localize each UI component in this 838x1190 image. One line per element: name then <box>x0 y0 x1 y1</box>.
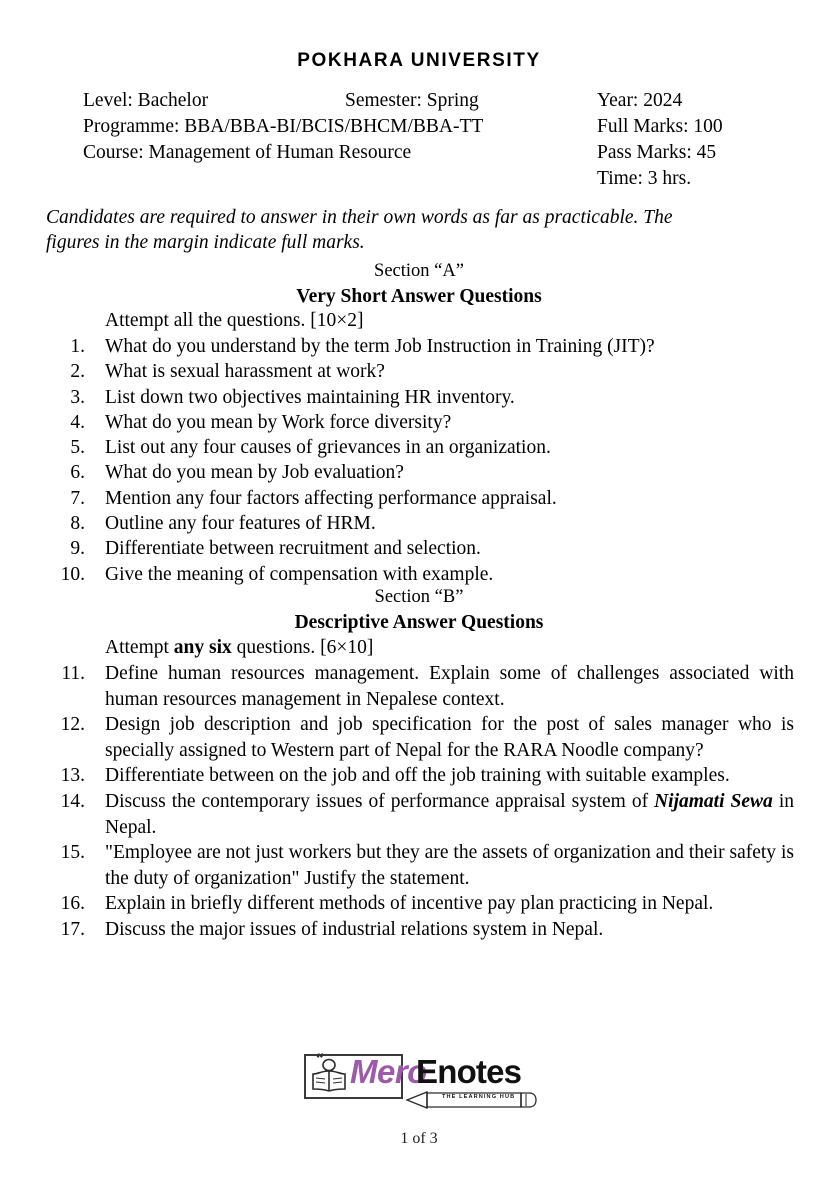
question-text: Explain in briefly different methods of incentive pay plan practicing in Nepal. <box>105 893 714 915</box>
question-number: 16. <box>60 893 85 915</box>
question-number: 10. <box>60 563 85 585</box>
brand-logo <box>0 1052 838 1114</box>
attempt-post: questions. [6×10] <box>231 637 374 658</box>
instruction-line-2: figures in the margin indicate full marks. <box>46 232 365 253</box>
question-row <box>0 763 838 789</box>
question-number: 14. <box>60 790 85 812</box>
question-text: Discuss the contemporary issues of performance appraisal system of Nijamati Sewa in Nepal. <box>105 790 794 838</box>
question-text: List out any four causes of grievances in an organization. <box>105 437 551 459</box>
question-row <box>0 334 838 359</box>
section-b-attempt-note <box>105 636 373 660</box>
question-text: Differentiate between on the job and off the job training with suitable examples. <box>105 765 730 787</box>
exam-meta-block <box>0 88 838 192</box>
question-number: 12. <box>60 714 85 736</box>
question-text: "Employee are not just workers but they are the assets of organization and their safety is the duty of organization" Justify the statement. <box>105 842 794 889</box>
time-field: Time: 3 hrs. <box>597 168 692 189</box>
question-text: What do you mean by Work force diversity? <box>105 411 452 433</box>
meta-row-1 <box>0 88 838 114</box>
question-number: 11. <box>61 663 85 684</box>
year-field: Year: 2024 <box>597 90 683 111</box>
question-text: What do you mean by Job evaluation? <box>105 462 404 484</box>
section-b-question-list <box>0 661 838 943</box>
attempt-bold: any six <box>173 637 232 658</box>
question-text: What do you understand by the term Job Instruction in Training (JIT)? <box>105 336 655 357</box>
question-number: 3. <box>70 386 85 408</box>
question-row <box>0 562 838 587</box>
section-a-question-list <box>0 334 838 587</box>
question-text: Differentiate between recruitment and selection. <box>105 538 481 560</box>
question-text: Outline any four features of HRM. <box>105 513 376 535</box>
question-row <box>0 410 838 435</box>
quote-mark-icon: “ <box>316 1051 324 1067</box>
question-text: Discuss the major issues of industrial relations system in Nepal. <box>105 918 604 940</box>
semester-field: Semester: Spring <box>345 90 479 111</box>
section-a-title: Very Short Answer Questions <box>296 286 542 307</box>
meta-row-2 <box>0 114 838 140</box>
section-a-label: Section “A” <box>374 261 464 281</box>
section-b-label: Section “B” <box>374 587 464 607</box>
question-number: 9. <box>70 538 85 560</box>
question-number: 4. <box>70 411 85 433</box>
pencil-icon <box>405 1090 538 1110</box>
question-emphasis: Nijamati Sewa <box>654 790 773 812</box>
question-row <box>0 917 838 943</box>
instruction-line-1: Candidates are required to answer in their own words as far as practicable. The <box>46 207 673 228</box>
question-row <box>0 511 838 536</box>
logo-graphic <box>297 1052 541 1114</box>
page-footer: 1 of 3 <box>400 1130 438 1147</box>
question-row <box>0 891 838 917</box>
question-text: List down two objectives maintaining HR inventory. <box>105 386 515 408</box>
meta-row-3 <box>0 140 838 166</box>
question-number: 7. <box>70 487 85 509</box>
question-row <box>0 359 838 384</box>
logo-word-mero: Mero <box>350 1053 427 1090</box>
meta-row-4 <box>0 166 838 192</box>
question-text: Define human resources management. Explain some of challenges associated with human resources management in Nepalese context. <box>105 663 794 710</box>
open-book-icon <box>309 1058 349 1094</box>
question-number: 1. <box>70 336 85 357</box>
question-number: 15. <box>60 842 85 864</box>
question-number: 8. <box>70 513 85 535</box>
question-row <box>0 385 838 410</box>
question-row <box>0 661 838 712</box>
question-text: Mention any four factors affecting performance appraisal. <box>105 487 557 509</box>
attempt-pre: Attempt <box>105 637 174 658</box>
question-text: Give the meaning of compensation with example. <box>105 563 494 585</box>
question-row <box>0 486 838 511</box>
question-row <box>0 536 838 561</box>
question-row <box>0 840 838 891</box>
question-text: What is sexual harassment at work? <box>105 361 385 383</box>
programme-field: Programme: BBA/BBA-BI/BCIS/BHCM/BBA-TT <box>83 116 484 137</box>
logo-tagline: THE LEARNING HUB <box>442 1094 516 1100</box>
section-b-title: Descriptive Answer Questions <box>294 612 544 633</box>
question-text: Design job description and job specification for the post of sales manager who is specially assigned to Western part of Nepal for the RARA Noodle company? <box>105 714 794 761</box>
pass-marks-field: Pass Marks: 45 <box>597 142 717 163</box>
course-field: Course: Management of Human Resource <box>83 142 412 163</box>
level-field: Level: Bachelor <box>83 90 209 111</box>
question-number: 17. <box>60 918 85 940</box>
section-a-attempt-note: Attempt all the questions. [10×2] <box>105 310 364 331</box>
candidate-instructions <box>46 205 794 255</box>
question-number: 5. <box>70 437 85 459</box>
question-number: 6. <box>70 462 85 484</box>
question-number: 13. <box>60 765 85 787</box>
question-row <box>0 789 838 840</box>
question-row <box>0 435 838 460</box>
question-row <box>0 460 838 485</box>
question-row <box>0 712 838 763</box>
university-title: POKHARA UNIVERSITY <box>297 50 541 71</box>
logo-word-enotes: Enotes <box>416 1053 522 1090</box>
full-marks-field: Full Marks: 100 <box>597 116 723 137</box>
question-number: 2. <box>70 361 85 383</box>
